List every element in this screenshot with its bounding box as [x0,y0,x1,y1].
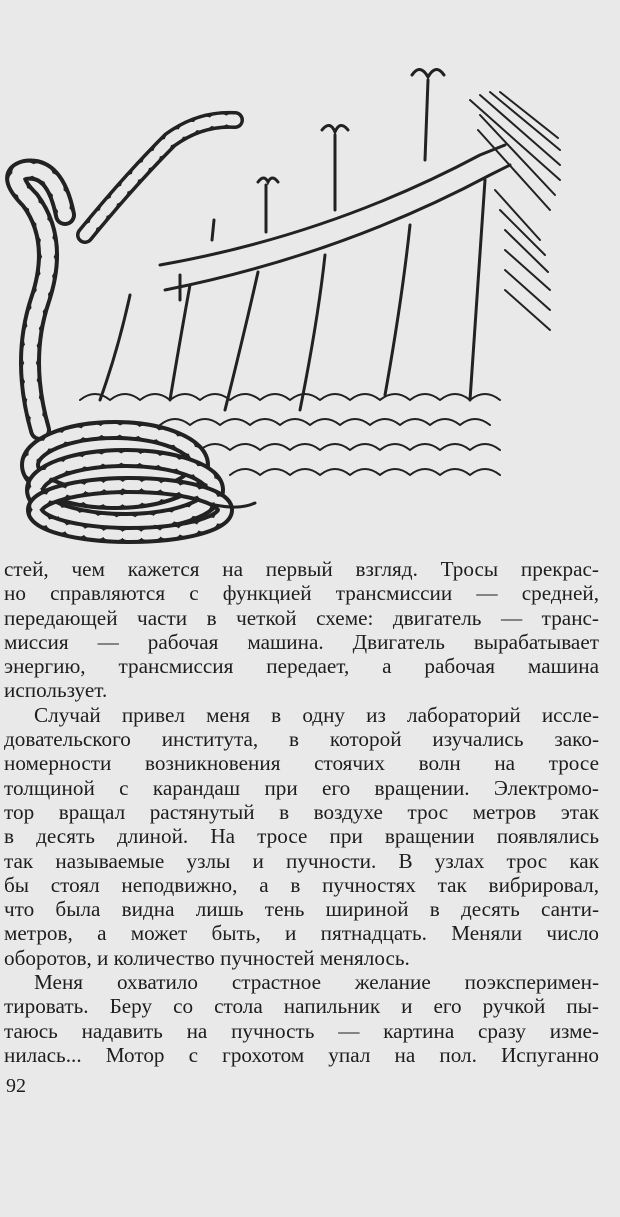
text-line: Случай привел меня в одну из лабораторий иссле- [34,702,599,727]
paragraph-2 [4,703,599,970]
text-line: в десять длиной. На тросе при вращении появлялись [4,824,599,849]
text-line: тировать. Беру со стола напильник и его ручкой пы- [4,994,599,1019]
text-line: стей, чем кажется на первый взгляд. Тросы прекрас- [4,557,599,581]
rope-and-fence-illustration [0,55,620,560]
text-line: Меня охватило страстное желание поэксперимен- [34,970,599,995]
text-line: энергию, трансмиссия передает, а рабочая машина [4,654,599,679]
text-line: довательского института, в которой изучались зако- [4,727,599,752]
paragraph-1 [4,557,599,703]
body-text [4,557,599,1067]
text-line: миссия — рабочая машина. Двигатель вырабатывает [4,629,599,654]
paragraph-3 [4,970,599,1067]
page-number: 92 [6,1075,26,1097]
text-line: номерности возникновения стоячих волн на тросе [4,751,599,776]
text-line: таюсь надавить на пучность — картина сразу изме- [4,1018,599,1043]
text-line: нилась... Мотор с грохотом упал на пол. Испуганно [4,1042,599,1067]
text-line: бы стоял неподвижно, а в пучностях так вибрировал, [4,872,599,897]
text-line: оборотов, и количество пучностей менялось. [4,945,410,970]
text-line: толщиной с карандаш при его вращении. Электромо- [4,775,599,800]
text-line: передающей части в четкой схеме: двигатель — транс- [4,605,599,630]
text-line: метров, а может быть, и пятнадцать. Меняли число [4,921,599,946]
text-line: так называемые узлы и пучности. В узлах трос как [4,848,599,873]
text-line: что была видна лишь тень шириной в десять санти- [4,897,599,922]
text-line: но справляются с функцией трансмиссии — средней, [4,581,599,606]
text-line: тор вращал растянутый в воздухе трос метров этак [4,799,599,824]
text-line: использует. [4,678,108,703]
